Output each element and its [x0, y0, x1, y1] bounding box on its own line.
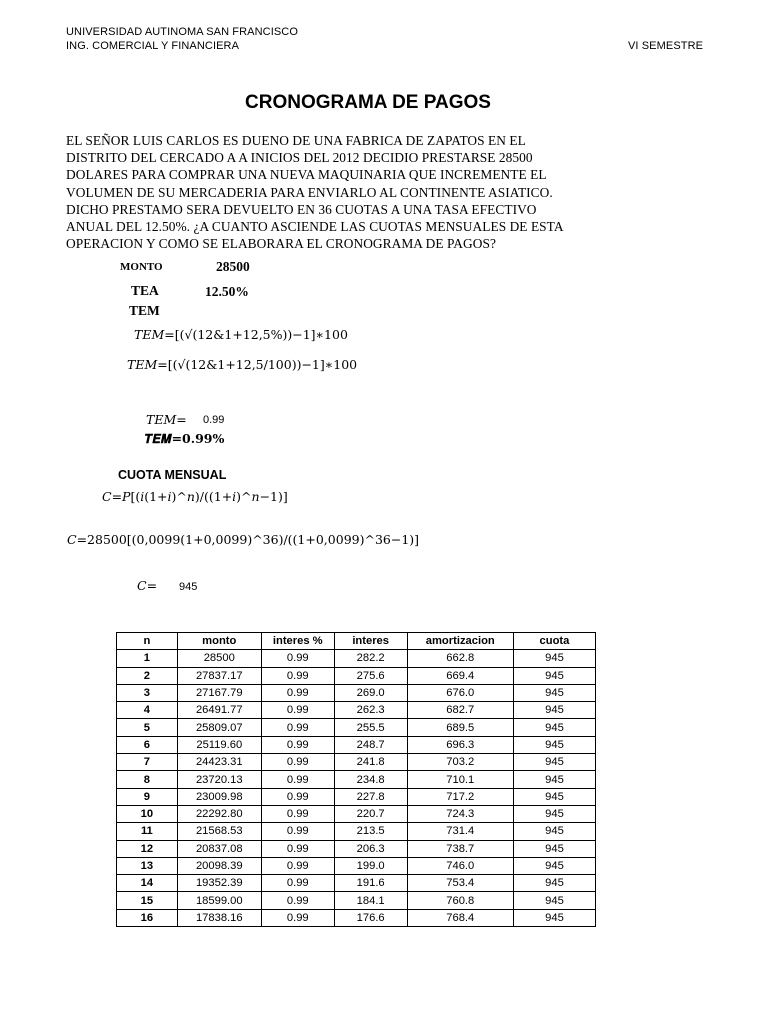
table-body — [117, 650, 596, 927]
cell-amortizacion: 724.3 — [407, 805, 513, 822]
cell-interes-pct: 0.99 — [261, 667, 334, 684]
cell-interes: 199.0 — [334, 857, 407, 874]
payment-schedule-table — [116, 632, 596, 927]
tem-result-value: 0.99 — [203, 414, 225, 426]
cell-monto: 19352.39 — [177, 875, 261, 892]
cell-n: 5 — [117, 719, 178, 736]
cell-interes-pct: 0.99 — [261, 754, 334, 771]
problem-line: OPERACION Y COMO SE ELABORARA EL CRONOGRAMA DE PAGOS? — [66, 236, 496, 252]
cell-monto: 22292.80 — [177, 805, 261, 822]
cell-interes-pct: 0.99 — [261, 857, 334, 874]
table-header-row — [117, 633, 596, 650]
monto-label: MONTO — [120, 261, 163, 273]
problem-statement — [66, 132, 686, 252]
cell-interes: 282.2 — [334, 650, 407, 667]
cell-amortizacion: 669.4 — [407, 667, 513, 684]
cell-interes-pct: 0.99 — [261, 840, 334, 857]
table-row — [117, 788, 596, 805]
cell-cuota: 945 — [513, 857, 595, 874]
cell-amortizacion: 753.4 — [407, 875, 513, 892]
tem-result-label: 𝑇𝐸𝑀= — [146, 412, 187, 427]
col-header-cuota: cuota — [513, 633, 595, 650]
cell-monto: 18599.00 — [177, 892, 261, 909]
tem-label: TEM — [129, 303, 160, 318]
cell-n: 10 — [117, 805, 178, 822]
cell-n: 9 — [117, 788, 178, 805]
cell-interes-pct: 0.99 — [261, 771, 334, 788]
tem-final-result: 𝑻𝑬𝑴=0.99% — [145, 431, 225, 446]
table-row — [117, 840, 596, 857]
cuota-substituted-formula: 𝐶=28500[(0,0099(1+0,0099)^36)/((1+0,0099)^36−1)] — [67, 532, 420, 547]
cell-amortizacion: 731.4 — [407, 823, 513, 840]
cell-amortizacion: 662.8 — [407, 650, 513, 667]
cell-interes-pct: 0.99 — [261, 736, 334, 753]
problem-line: VOLUMEN DE SU MERCADERIA PARA ENVIARLO AL CONTINENTE ASIATICO. — [66, 184, 553, 200]
cuota-formula: 𝐶=𝑃[(𝑖(1+𝑖)^𝑛)/((1+𝑖)^𝑛−1)] — [102, 489, 288, 504]
c-result-value: 945 — [179, 581, 198, 593]
cell-amortizacion: 676.0 — [407, 684, 513, 701]
cell-interes: 262.3 — [334, 702, 407, 719]
cell-interes-pct: 0.99 — [261, 702, 334, 719]
cell-n: 15 — [117, 892, 178, 909]
cell-interes-pct: 0.99 — [261, 788, 334, 805]
cell-cuota: 945 — [513, 840, 595, 857]
cell-monto: 20837.08 — [177, 840, 261, 857]
cell-n: 3 — [117, 684, 178, 701]
cell-interes-pct: 0.99 — [261, 875, 334, 892]
cell-monto: 23720.13 — [177, 771, 261, 788]
cell-amortizacion: 710.1 — [407, 771, 513, 788]
cell-interes-pct: 0.99 — [261, 650, 334, 667]
cell-amortizacion: 760.8 — [407, 892, 513, 909]
problem-line: ANUAL DEL 12.50%. ¿A CUANTO ASCIENDE LAS CUOTAS MENSUALES DE ESTA — [66, 219, 564, 235]
col-header-interes-pct: interes % — [261, 633, 334, 650]
cell-interes: 176.6 — [334, 909, 407, 926]
col-header-amortizacion: amortizacion — [407, 633, 513, 650]
cell-cuota: 945 — [513, 788, 595, 805]
tem-formula-percent: 𝑇𝐸𝑀=[(√(12&1+12,5%))−1]∗100 — [134, 327, 348, 342]
cell-n: 7 — [117, 754, 178, 771]
problem-line: DICHO PRESTAMO SERA DEVUELTO EN 36 CUOTAS A UNA TASA EFECTIVO — [66, 201, 537, 217]
cell-interes: 275.6 — [334, 667, 407, 684]
table-row — [117, 650, 596, 667]
cell-amortizacion: 746.0 — [407, 857, 513, 874]
cell-interes: 206.3 — [334, 840, 407, 857]
cell-interes: 184.1 — [334, 892, 407, 909]
tea-value: 12.50% — [205, 284, 249, 299]
cell-n: 11 — [117, 823, 178, 840]
cell-n: 1 — [117, 650, 178, 667]
table-row — [117, 702, 596, 719]
cell-amortizacion: 703.2 — [407, 754, 513, 771]
cell-cuota: 945 — [513, 892, 595, 909]
cell-n: 6 — [117, 736, 178, 753]
col-header-n: n — [117, 633, 178, 650]
cell-cuota: 945 — [513, 736, 595, 753]
cell-interes-pct: 0.99 — [261, 909, 334, 926]
cell-cuota: 945 — [513, 684, 595, 701]
problem-line: DOLARES PARA COMPRAR UNA NUEVA MAQUINARIA QUE INCREMENTE EL — [66, 167, 547, 183]
cell-interes: 241.8 — [334, 754, 407, 771]
problem-line: EL SEÑOR LUIS CARLOS ES DUENO DE UNA FABRICA DE ZAPATOS EN EL — [66, 133, 526, 148]
cell-interes-pct: 0.99 — [261, 684, 334, 701]
cell-monto: 17838.16 — [177, 909, 261, 926]
cell-cuota: 945 — [513, 823, 595, 840]
cell-cuota: 945 — [513, 650, 595, 667]
cell-n: 12 — [117, 840, 178, 857]
cell-monto: 23009.98 — [177, 788, 261, 805]
cell-monto: 26491.77 — [177, 702, 261, 719]
cell-amortizacion: 682.7 — [407, 702, 513, 719]
table-row — [117, 823, 596, 840]
cuota-mensual-label: CUOTA MENSUAL — [118, 468, 227, 482]
table-row — [117, 771, 596, 788]
cell-monto: 25809.07 — [177, 719, 261, 736]
cell-monto: 21568.53 — [177, 823, 261, 840]
problem-line: DISTRITO DEL CERCADO A A INICIOS DEL 2012 DECIDIO PRESTARSE 28500 — [66, 150, 533, 166]
table-row — [117, 909, 596, 926]
tea-label: TEA — [131, 283, 159, 298]
cell-cuota: 945 — [513, 667, 595, 684]
cell-cuota: 945 — [513, 909, 595, 926]
c-result-label: 𝐶= — [137, 578, 158, 593]
cell-cuota: 945 — [513, 719, 595, 736]
cell-cuota: 945 — [513, 805, 595, 822]
cell-amortizacion: 689.5 — [407, 719, 513, 736]
cell-cuota: 945 — [513, 702, 595, 719]
cell-amortizacion: 738.7 — [407, 840, 513, 857]
cell-cuota: 945 — [513, 754, 595, 771]
table-row — [117, 719, 596, 736]
monto-value: 28500 — [216, 259, 250, 274]
cell-interes: 220.7 — [334, 805, 407, 822]
cell-amortizacion: 696.3 — [407, 736, 513, 753]
tem-formula-decimal: 𝑇𝐸𝑀=[(√(12&1+12,5/100))−1]∗100 — [127, 357, 358, 372]
col-header-interes: interes — [334, 633, 407, 650]
table-row — [117, 684, 596, 701]
cell-n: 4 — [117, 702, 178, 719]
university-name: UNIVERSIDAD AUTINOMA SAN FRANCISCO — [66, 26, 298, 38]
cell-interes: 227.8 — [334, 788, 407, 805]
cell-amortizacion: 717.2 — [407, 788, 513, 805]
cell-interes-pct: 0.99 — [261, 805, 334, 822]
cell-interes-pct: 0.99 — [261, 823, 334, 840]
cell-interes: 269.0 — [334, 684, 407, 701]
cell-interes: 234.8 — [334, 771, 407, 788]
table-row — [117, 667, 596, 684]
table-row — [117, 736, 596, 753]
cell-n: 13 — [117, 857, 178, 874]
cell-monto: 20098.39 — [177, 857, 261, 874]
program-name: ING. COMERCIAL Y FINANCIERA — [66, 40, 240, 52]
cell-cuota: 945 — [513, 771, 595, 788]
cell-interes: 255.5 — [334, 719, 407, 736]
table-row — [117, 857, 596, 874]
table-row — [117, 805, 596, 822]
col-header-monto: monto — [177, 633, 261, 650]
page-title: CRONOGRAMA DE PAGOS — [245, 92, 491, 113]
cell-interes: 248.7 — [334, 736, 407, 753]
cell-n: 2 — [117, 667, 178, 684]
cell-interes: 213.5 — [334, 823, 407, 840]
cell-monto: 28500 — [177, 650, 261, 667]
cell-cuota: 945 — [513, 875, 595, 892]
semester-label: VI SEMESTRE — [628, 40, 704, 52]
table-row — [117, 892, 596, 909]
cell-n: 16 — [117, 909, 178, 926]
cell-monto: 27167.79 — [177, 684, 261, 701]
cell-interes-pct: 0.99 — [261, 892, 334, 909]
cell-monto: 25119.60 — [177, 736, 261, 753]
table-row — [117, 754, 596, 771]
cell-n: 8 — [117, 771, 178, 788]
cell-monto: 27837.17 — [177, 667, 261, 684]
table-row — [117, 875, 596, 892]
cell-monto: 24423.31 — [177, 754, 261, 771]
cell-interes: 191.6 — [334, 875, 407, 892]
cell-amortizacion: 768.4 — [407, 909, 513, 926]
cell-interes-pct: 0.99 — [261, 719, 334, 736]
cell-n: 14 — [117, 875, 178, 892]
